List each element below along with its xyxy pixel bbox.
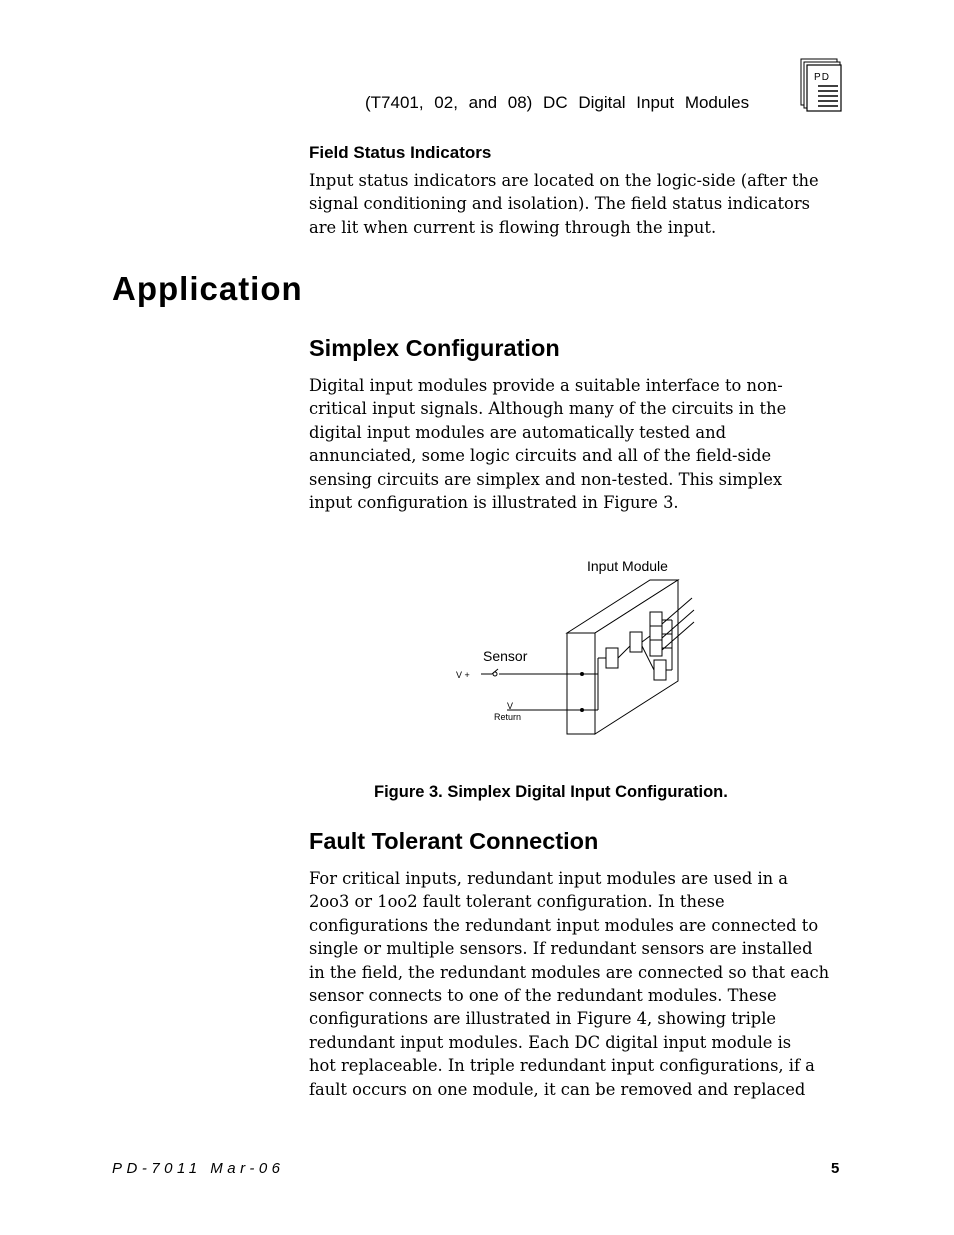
paragraph-line: 2oo3 or 1oo2 fault tolerant configuration. In these — [309, 892, 725, 912]
paragraph-line: configurations are illustrated in Figure 4, showing triple — [309, 1009, 777, 1029]
paragraph-line: digital input modules are automatically tested and — [309, 422, 727, 442]
fault-tolerant-heading: Fault Tolerant Connection — [309, 828, 599, 854]
pd-document-icon — [798, 58, 842, 112]
simplex-paragraph — [309, 374, 844, 514]
input-module-label: Input Module — [587, 558, 668, 574]
paragraph-line: For critical inputs, redundant input modules are used in a — [309, 869, 789, 888]
footer-doc-id: PD-7011 Mar-06 — [112, 1160, 285, 1177]
logic-block — [630, 632, 642, 652]
field-status-heading: Field Status Indicators — [309, 143, 492, 162]
paragraph-line: fault occurs on one module, it can be removed and replaced — [309, 1079, 806, 1099]
paragraph-line: critical input signals. Although many of the circuits in the — [309, 399, 787, 419]
simplex-input-diagram — [440, 550, 710, 750]
paragraph-line: input configuration is illustrated in Figure 3. — [309, 493, 679, 513]
application-heading: Application — [112, 270, 303, 307]
paragraph-line: configurations the redundant input modules are connected to — [309, 915, 819, 935]
page-number: 5 — [831, 1160, 840, 1177]
paragraph-line: annunciated, some logic circuits and all of the field-side — [309, 446, 772, 466]
paragraph-line: redundant input modules. Each DC digital input module is — [309, 1032, 792, 1052]
field-status-paragraph — [309, 169, 844, 239]
fault-tolerant-paragraph — [309, 867, 844, 1101]
vplus-label: V + — [456, 670, 470, 680]
running-header-title: (T7401, 02, and 08) DC Digital Input Modules — [365, 93, 750, 112]
simplex-heading: Simplex Configuration — [309, 335, 560, 361]
return-label: Return — [494, 712, 522, 722]
module-front-face — [567, 633, 595, 734]
sensor-label: Sensor — [483, 648, 528, 664]
pd-logo-text: PD — [814, 72, 830, 83]
paragraph-line: are lit when current is flowing through the input. — [309, 217, 717, 237]
paragraph-line: sensing circuits are simplex and non-tested. This simplex — [309, 469, 783, 489]
figure3-caption: Figure 3. Simplex Digital Input Configuration. — [374, 783, 728, 801]
paragraph-line: hot replaceable. In triple redundant input configurations, if a — [309, 1056, 815, 1076]
paragraph-line: Input status indicators are located on the logic-side (after the — [309, 171, 819, 190]
v-label: V — [507, 701, 514, 711]
isolation-block — [606, 648, 618, 668]
paragraph-line: sensor connects to one of the redundant modules. These — [309, 986, 777, 1006]
paragraph-line: signal conditioning and isolation). The field status indicators — [309, 194, 810, 214]
paragraph-line: single or multiple sensors. If redundant sensors are installed — [309, 939, 813, 959]
paragraph-line: in the field, the redundant modules are connected so that each — [309, 962, 830, 982]
paragraph-line: Digital input modules provide a suitable interface to non- — [309, 376, 783, 395]
